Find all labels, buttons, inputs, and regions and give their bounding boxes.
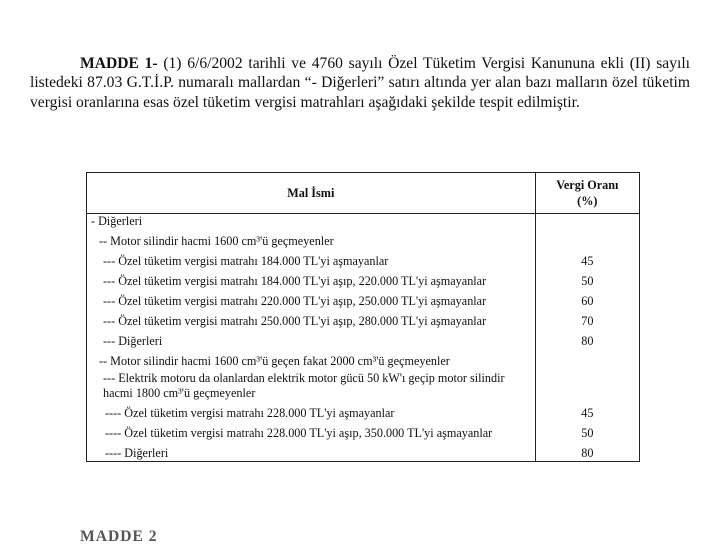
row-label: -- Motor silindir hacmi 1600 cm³'ü geçen fakat 2000 cm³'ü geçmeyenler	[87, 349, 536, 369]
table-header-row	[87, 173, 640, 214]
row-label: ---- Özel tüketim vergisi matrahı 228.000 TL'yi aşmayanlar	[87, 401, 536, 421]
article-text: (1) 6/6/2002 tarihli ve 4760 sayılı Özel Tüketim Vergisi Kanununa ekli (II) sayılı listedeki 87.03 G.T.İ.P. numaralı mallardan “- Diğerleri” satırı altında yer alan bazı malların özel tüketim vergisi oranlarına esas özel tüketim vergisi matrahları aşağıdaki şekilde tespit edilmiştir.	[30, 54, 690, 111]
row-rate	[535, 349, 639, 369]
table-row	[87, 229, 640, 249]
row-rate	[535, 369, 639, 401]
row-rate	[535, 229, 639, 249]
tax-rate-header-unit: (%)	[577, 194, 598, 208]
row-label: --- Özel tüketim vergisi matrahı 184.000 TL'yi aşmayanlar	[87, 249, 536, 269]
row-rate: 45	[535, 401, 639, 421]
table-row	[87, 369, 640, 401]
row-label: --- Özel tüketim vergisi matrahı 250.000 TL'yi aşıp, 280.000 TL'yi aşmayanlar	[87, 309, 536, 329]
next-article-heading-cut-off: MADDE 2	[80, 528, 158, 545]
tax-rate-table	[86, 172, 640, 462]
table-row	[87, 249, 640, 269]
table-row	[87, 289, 640, 309]
row-rate: 45	[535, 249, 639, 269]
table-row	[87, 421, 640, 441]
table-row	[87, 329, 640, 349]
row-rate: 50	[535, 421, 639, 441]
row-label: --- Özel tüketim vergisi matrahı 184.000 TL'yi aşıp, 220.000 TL'yi aşmayanlar	[87, 269, 536, 289]
row-label: --- Diğerleri	[87, 329, 536, 349]
table-row	[87, 401, 640, 421]
column-header-goods-name: Mal İsmi	[87, 173, 536, 214]
row-rate: 80	[535, 441, 639, 462]
table-row	[87, 269, 640, 289]
tax-rate-header-label: Vergi Oranı	[556, 178, 619, 192]
row-label: -- Motor silindir hacmi 1600 cm³'ü geçmeyenler	[87, 229, 536, 249]
row-label: - Diğerleri	[87, 214, 536, 230]
article-heading: MADDE 1-	[80, 54, 158, 72]
row-label: --- Özel tüketim vergisi matrahı 220.000 TL'yi aşıp, 250.000 TL'yi aşmayanlar	[87, 289, 536, 309]
table-row	[87, 349, 640, 369]
row-label: ---- Diğerleri	[87, 441, 536, 462]
table-row	[87, 214, 640, 230]
row-rate	[535, 214, 639, 230]
row-rate: 70	[535, 309, 639, 329]
row-label: --- Elektrik motoru da olanlardan elektrik motor gücü 50 kW'ı geçip motor silindir hacmi 1800 cm³'ü geçmeyenler	[87, 369, 536, 401]
row-rate: 50	[535, 269, 639, 289]
article-1-paragraph	[30, 54, 690, 113]
row-rate: 80	[535, 329, 639, 349]
table-row	[87, 309, 640, 329]
row-label: ---- Özel tüketim vergisi matrahı 228.000 TL'yi aşıp, 350.000 TL'yi aşmayanlar	[87, 421, 536, 441]
row-rate: 60	[535, 289, 639, 309]
table-row	[87, 441, 640, 462]
column-header-tax-rate	[535, 173, 639, 214]
